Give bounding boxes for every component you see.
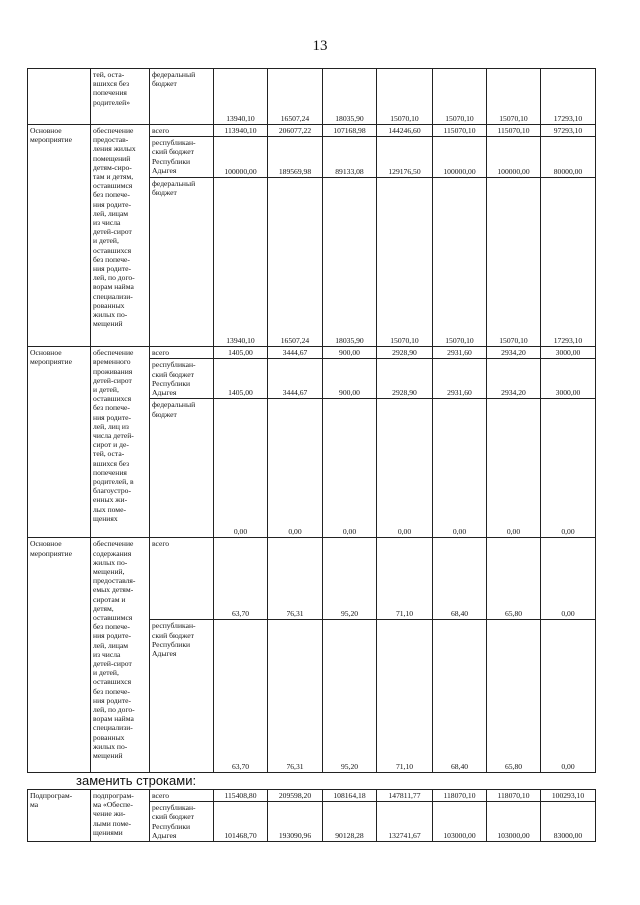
replacement-table <box>27 789 596 842</box>
budget-table <box>27 68 596 773</box>
value-cell: 115070,10 <box>433 125 487 137</box>
value-cell: 71,10 <box>377 620 433 773</box>
description-cell: обеспечение предостав- ления жилых помещений детям-сиро- там и детям, оставшимся без попече- ния родите- лей, лицам из числа детей-сирот и детей, оставшихся без попече- ния родите- лей, по дого- ворам найма специализи- рованных жилых по- мещений <box>91 125 150 347</box>
value-cell: 68,40 <box>433 538 487 620</box>
value-cell: 1405,00 <box>214 359 268 399</box>
value-cell: 0,00 <box>214 399 268 538</box>
type-cell <box>28 69 91 125</box>
value-cell: 71,10 <box>377 538 433 620</box>
value-cell: 89133,08 <box>323 137 377 178</box>
value-cell: 0,00 <box>541 399 596 538</box>
value-cell: 108164,18 <box>323 790 377 802</box>
value-cell: 900,00 <box>323 359 377 399</box>
value-cell: 189569,98 <box>268 137 323 178</box>
table-row <box>28 69 596 125</box>
value-cell: 100293,10 <box>541 790 596 802</box>
value-cell: 0,00 <box>377 399 433 538</box>
value-cell: 0,00 <box>268 399 323 538</box>
value-cell: 100000,00 <box>433 137 487 178</box>
value-cell: 80000,00 <box>541 137 596 178</box>
value-cell: 3000,00 <box>541 347 596 359</box>
value-cell: 100000,00 <box>487 137 541 178</box>
source-cell: республикан- ский бюджет Республики Адыгея <box>150 802 214 842</box>
source-cell: республикан- ский бюджет Республики Адыгея <box>150 359 214 399</box>
value-cell: 118070,10 <box>433 790 487 802</box>
value-cell: 113940,10 <box>214 125 268 137</box>
source-cell: федеральный бюджет <box>150 69 214 125</box>
value-cell: 3000,00 <box>541 359 596 399</box>
source-cell: республикан- ский бюджет Республики Адыгея <box>150 137 214 178</box>
description-cell: тей, оста- вшихся без попечения родителей» <box>91 69 150 125</box>
value-cell: 2928,90 <box>377 359 433 399</box>
value-cell: 15070,10 <box>433 178 487 347</box>
value-cell: 900,00 <box>323 347 377 359</box>
value-cell: 0,00 <box>433 399 487 538</box>
value-cell: 63,70 <box>214 620 268 773</box>
value-cell: 90128,28 <box>323 802 377 842</box>
description-cell: обеспечение содержания жилых по- мещений, предоставля- емых детям- сиротам и детям, оставшимся без попече- ния родите- лей, лицам из числа детей-сирот и детей, оставшихся без попече- ния родите- лей, по дого- ворам найма специализи- рованных жилых по- мещений <box>91 538 150 773</box>
value-cell: 15070,10 <box>487 178 541 347</box>
value-cell: 3444,67 <box>268 347 323 359</box>
source-cell: федеральный бюджет <box>150 178 214 347</box>
value-cell: 103000,00 <box>487 802 541 842</box>
value-cell: 15070,10 <box>377 69 433 125</box>
value-cell: 76,31 <box>268 620 323 773</box>
source-cell: всего <box>150 125 214 137</box>
table-row <box>28 790 596 802</box>
type-cell: Основное мероприятие <box>28 347 91 538</box>
value-cell: 115070,10 <box>487 125 541 137</box>
value-cell: 76,31 <box>268 538 323 620</box>
value-cell: 132741,67 <box>377 802 433 842</box>
value-cell: 83000,00 <box>541 802 596 842</box>
value-cell: 2931,60 <box>433 359 487 399</box>
value-cell: 144246,60 <box>377 125 433 137</box>
value-cell: 13940,10 <box>214 69 268 125</box>
value-cell: 18035,90 <box>323 69 377 125</box>
value-cell: 65,80 <box>487 538 541 620</box>
value-cell: 2934,20 <box>487 347 541 359</box>
value-cell: 15070,10 <box>377 178 433 347</box>
value-cell: 118070,10 <box>487 790 541 802</box>
value-cell: 16507,24 <box>268 69 323 125</box>
value-cell: 0,00 <box>541 620 596 773</box>
table-row <box>28 538 596 620</box>
value-cell: 107168,98 <box>323 125 377 137</box>
page-number: 13 <box>312 38 328 54</box>
value-cell: 17293,10 <box>541 69 596 125</box>
value-cell: 129176,50 <box>377 137 433 178</box>
value-cell: 193090,96 <box>268 802 323 842</box>
value-cell: 0,00 <box>487 399 541 538</box>
value-cell: 15070,10 <box>433 69 487 125</box>
source-cell: федеральный бюджет <box>150 399 214 538</box>
value-cell: 115408,80 <box>214 790 268 802</box>
value-cell: 147811,77 <box>377 790 433 802</box>
replace-instruction: заменить строками: <box>76 773 197 788</box>
description-cell: подпрограм- ма «Обеспе- чение жи- лыми поме- щениями <box>91 790 150 842</box>
source-cell: всего <box>150 347 214 359</box>
description-cell: обеспечение временного проживания детей-сирот и детей, оставшихся без попече- ния родите- лей, лиц из числа детей- сирот и де- тей, оста- вшихся без попечения родителей, в благоустро- енных жи- лых поме- щениях <box>91 347 150 538</box>
value-cell: 95,20 <box>323 538 377 620</box>
value-cell: 95,20 <box>323 620 377 773</box>
value-cell: 18035,90 <box>323 178 377 347</box>
value-cell: 101468,70 <box>214 802 268 842</box>
value-cell: 16507,24 <box>268 178 323 347</box>
value-cell: 68,40 <box>433 620 487 773</box>
source-cell: республикан- ский бюджет Республики Адыгея <box>150 620 214 773</box>
value-cell: 97293,10 <box>541 125 596 137</box>
value-cell: 0,00 <box>323 399 377 538</box>
value-cell: 15070,10 <box>487 69 541 125</box>
table-row <box>28 125 596 137</box>
value-cell: 2928,90 <box>377 347 433 359</box>
type-cell: Основное мероприятие <box>28 538 91 773</box>
value-cell: 100000,00 <box>214 137 268 178</box>
type-cell: Основное мероприятие <box>28 125 91 347</box>
table-row <box>28 347 596 359</box>
source-cell: всего <box>150 790 214 802</box>
value-cell: 2931,60 <box>433 347 487 359</box>
value-cell: 63,70 <box>214 538 268 620</box>
value-cell: 103000,00 <box>433 802 487 842</box>
value-cell: 206077,22 <box>268 125 323 137</box>
source-cell: всего <box>150 538 214 620</box>
value-cell: 65,80 <box>487 620 541 773</box>
value-cell: 17293,10 <box>541 178 596 347</box>
value-cell: 3444,67 <box>268 359 323 399</box>
value-cell: 0,00 <box>541 538 596 620</box>
value-cell: 1405,00 <box>214 347 268 359</box>
value-cell: 209598,20 <box>268 790 323 802</box>
value-cell: 2934,20 <box>487 359 541 399</box>
value-cell: 13940,10 <box>214 178 268 347</box>
type-cell: Подпрограм- ма <box>28 790 91 842</box>
